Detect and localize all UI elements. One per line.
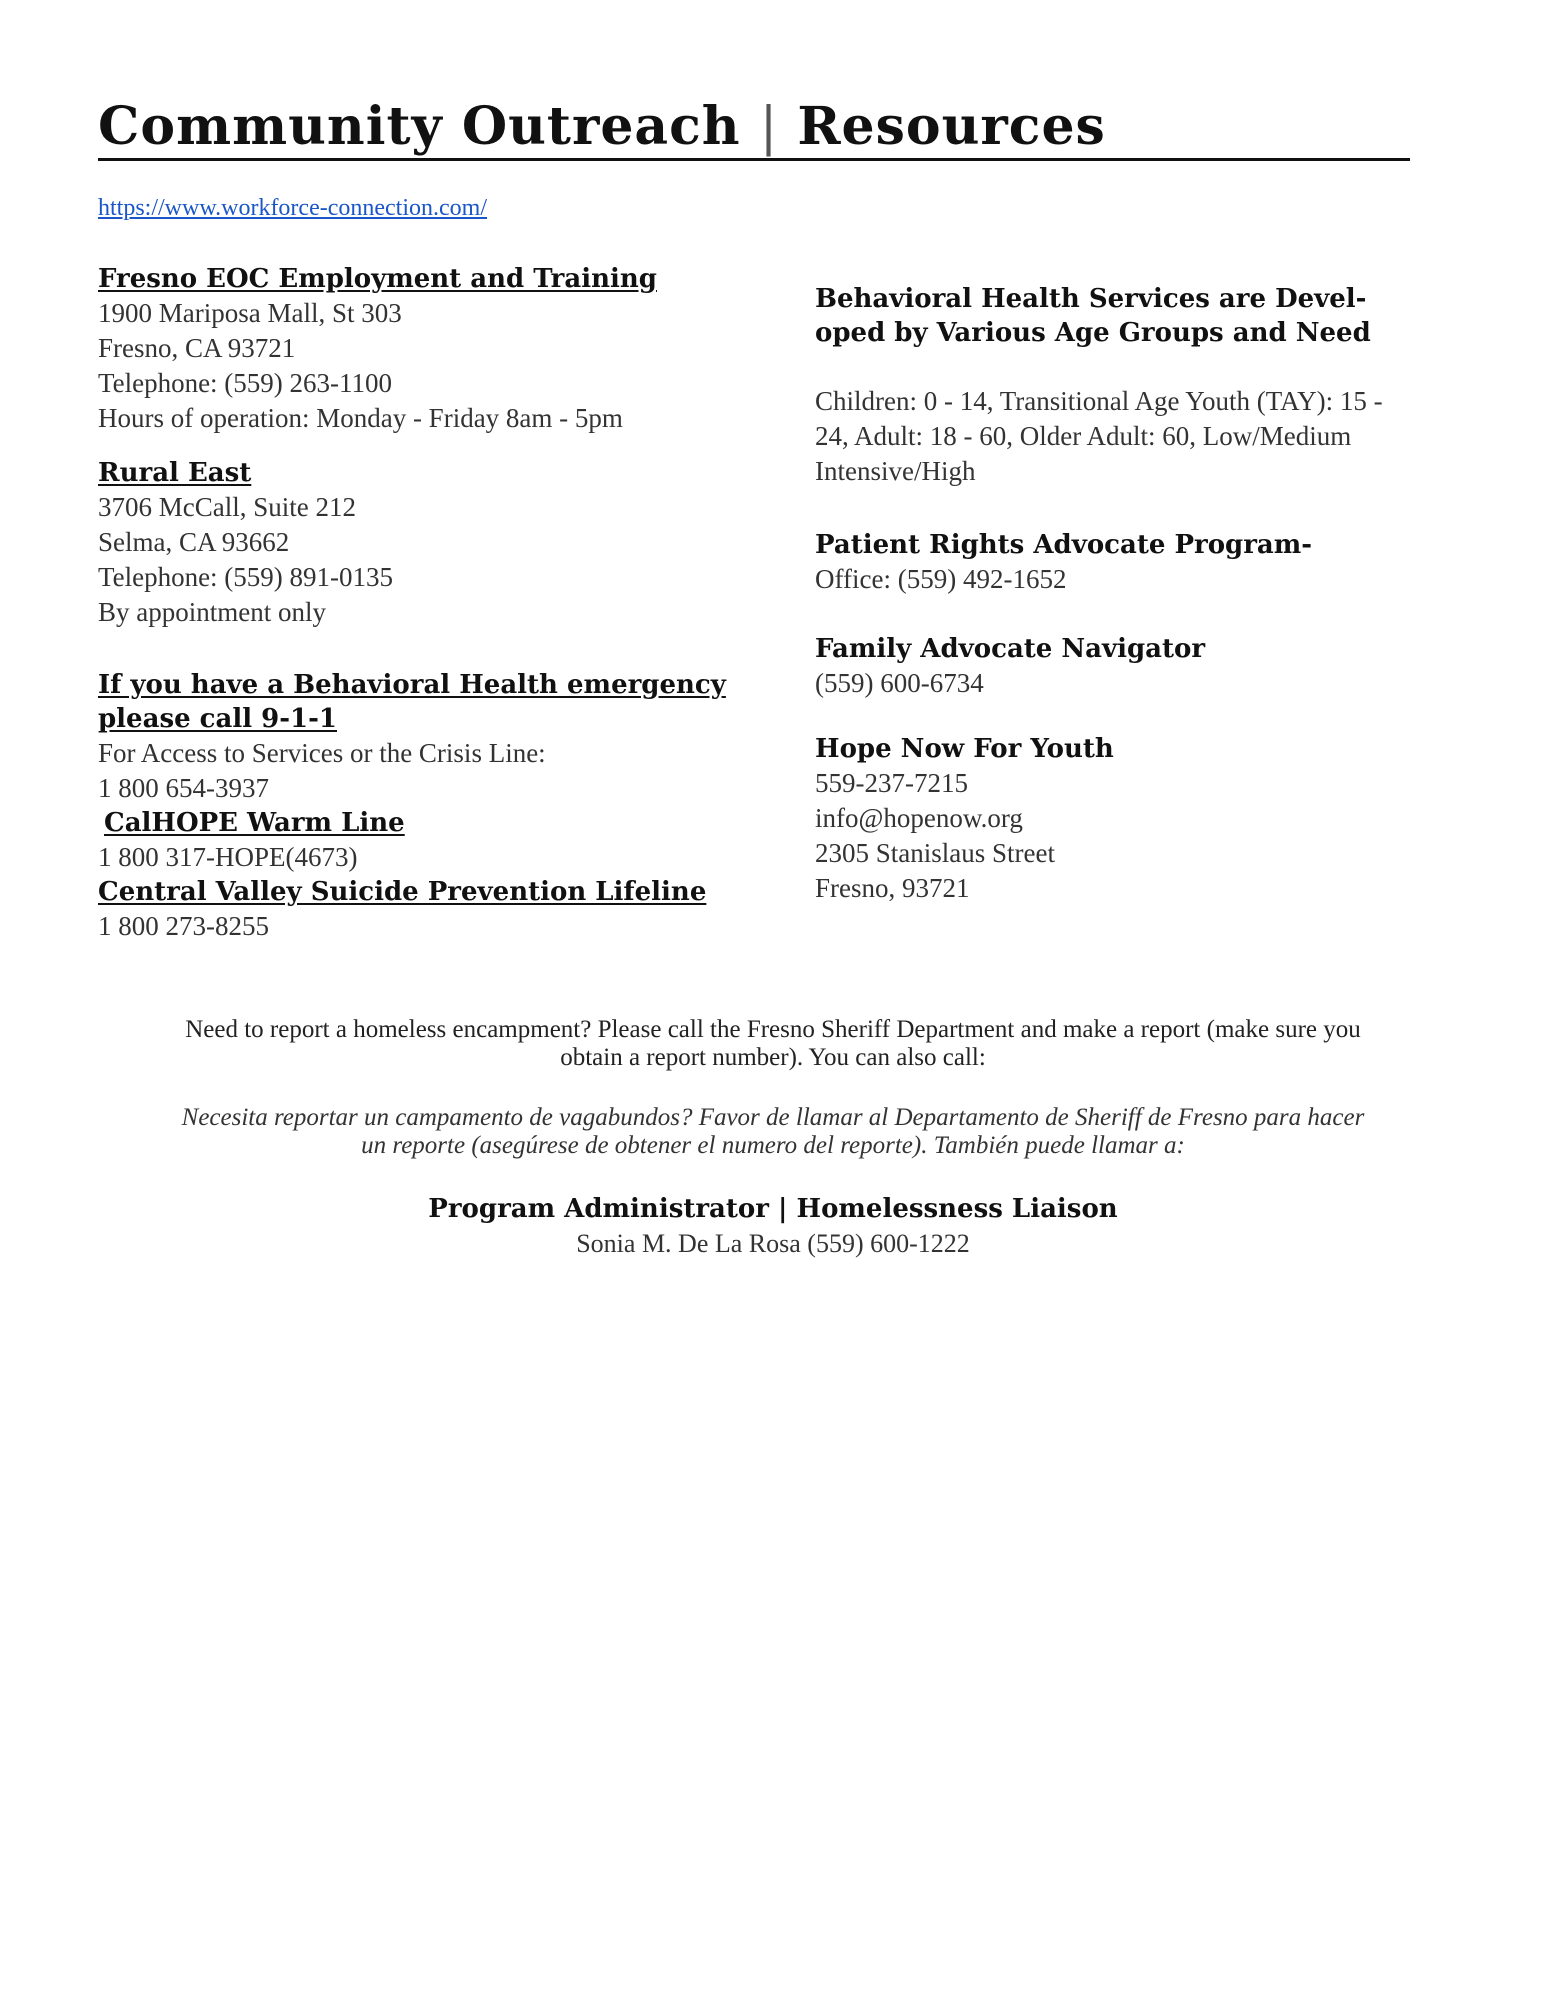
hope-now-section bbox=[815, 732, 1455, 906]
calhope-heading: CalHOPE Warm Line bbox=[104, 808, 405, 838]
eoc-phone-line: Telephone: (559) 263-1100 bbox=[98, 368, 393, 398]
emergency-section bbox=[98, 668, 798, 944]
access-services-line: For Access to Services or the Crisis Line: bbox=[98, 738, 546, 768]
calhope-number: 1 800 317-HOPE(4673) bbox=[98, 842, 358, 872]
eoc-address-line: 1900 Mariposa Mall, St 303 bbox=[98, 298, 402, 328]
homeless-report-spanish bbox=[98, 1104, 1448, 1160]
rural-phone-line: Telephone: (559) 891-0135 bbox=[98, 562, 394, 592]
rural-east-heading: Rural East bbox=[98, 458, 252, 488]
bhs-section bbox=[815, 282, 1455, 489]
spanish-line-1: Necesita reportar un campamento de vagabundos? Favor de llamar al Departamento de Sheriff de Fresno para hacer bbox=[181, 1104, 1365, 1131]
title-left: Community Outreach bbox=[98, 96, 741, 157]
liaison-contact bbox=[98, 1192, 1448, 1261]
bhs-line-3: Intensive/High bbox=[815, 456, 976, 486]
family-advocate-section bbox=[815, 632, 1455, 701]
homeless-report-english bbox=[98, 1016, 1448, 1072]
patient-rights-phone: Office: (559) 492-1652 bbox=[815, 564, 1067, 594]
rural-address-line: 3706 McCall, Suite 212 bbox=[98, 492, 356, 522]
liaison-heading: Program Administrator | Homelessness Liaison bbox=[428, 1194, 1118, 1224]
bhs-line-1: Children: 0 - 14, Transitional Age Youth (TAY): 15 - bbox=[815, 386, 1383, 416]
crisis-line-number: 1 800 654-3937 bbox=[98, 773, 269, 803]
hope-now-heading: Hope Now For Youth bbox=[815, 734, 1114, 764]
title-right: Resources bbox=[797, 96, 1106, 157]
bhs-line-2: 24, Adult: 18 - 60, Older Adult: 60, Low/Medium bbox=[815, 421, 1352, 451]
workforce-link[interactable]: https://www.workforce-connection.com/ bbox=[98, 195, 488, 221]
spanish-line-2: un reporte (asegúrese de obtener el numero del reporte). También puede llamar a: bbox=[361, 1132, 1185, 1159]
rural-appointment-line: By appointment only bbox=[98, 597, 326, 627]
family-advocate-heading: Family Advocate Navigator bbox=[815, 634, 1206, 664]
eoc-heading: Fresno EOC Employment and Training bbox=[98, 264, 657, 294]
emergency-heading-1: If you have a Behavioral Health emergency bbox=[98, 670, 726, 700]
lifeline-number: 1 800 273-8255 bbox=[98, 911, 269, 941]
english-line-1: Need to report a homeless encampment? Please call the Fresno Sheriff Department and make a report (make sure you bbox=[185, 1016, 1361, 1043]
emergency-heading-2: please call 9-1-1 bbox=[98, 704, 338, 734]
bhs-heading-2: oped by Various Age Groups and Need bbox=[815, 318, 1371, 348]
hope-now-phone: 559-237-7215 bbox=[815, 768, 968, 798]
patient-rights-section bbox=[815, 528, 1455, 597]
family-advocate-phone: (559) 600-6734 bbox=[815, 668, 984, 698]
eoc-section bbox=[98, 262, 778, 436]
eoc-hours-line: Hours of operation: Monday - Friday 8am - 5pm bbox=[98, 403, 623, 433]
rural-city-line: Selma, CA 93662 bbox=[98, 527, 290, 557]
title-separator: | bbox=[759, 97, 779, 157]
bhs-heading-1: Behavioral Health Services are Devel- bbox=[815, 284, 1367, 314]
patient-rights-heading: Patient Rights Advocate Program- bbox=[815, 530, 1313, 560]
hope-now-email: info@hopenow.org bbox=[815, 803, 1023, 833]
rural-east-section bbox=[98, 456, 778, 630]
eoc-city-line: Fresno, CA 93721 bbox=[98, 333, 296, 363]
english-line-2: obtain a report number). You can also call: bbox=[560, 1044, 986, 1071]
hope-now-street: 2305 Stanislaus Street bbox=[815, 838, 1055, 868]
liaison-contact-line: Sonia M. De La Rosa (559) 600-1222 bbox=[576, 1229, 970, 1258]
lifeline-heading: Central Valley Suicide Prevention Lifeline bbox=[98, 877, 707, 907]
page-title bbox=[98, 98, 1410, 161]
hope-now-city: Fresno, 93721 bbox=[815, 873, 970, 903]
